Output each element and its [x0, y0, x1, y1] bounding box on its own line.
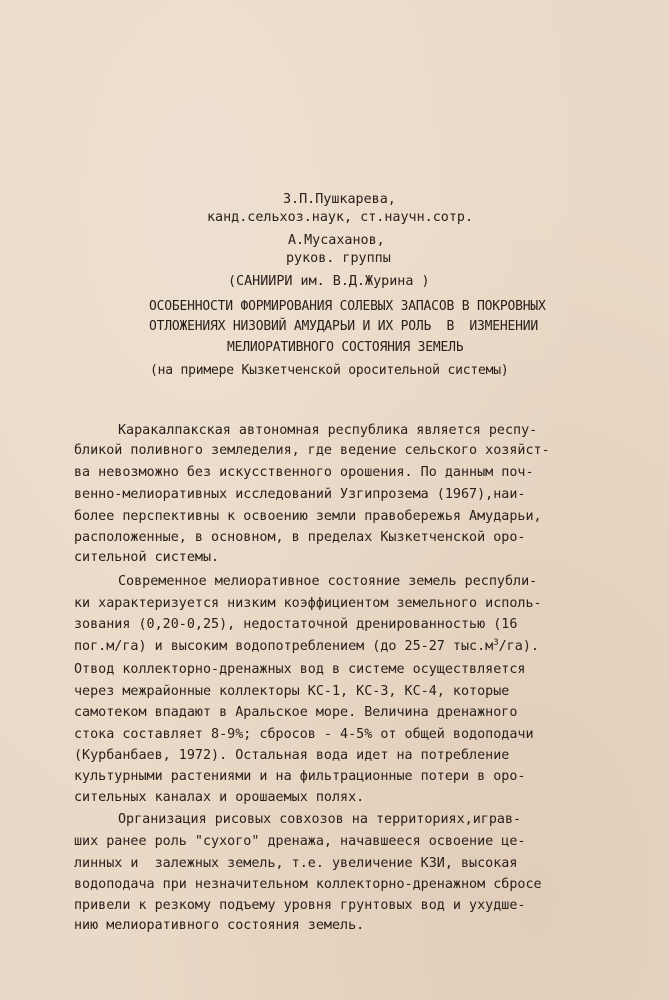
- para3-line-5: привели к резкому подъему уровня грунтовых вод и ухудше-: [74, 898, 526, 913]
- para2-line-1: Современное мелиоративное состояние земель республи-: [118, 574, 538, 589]
- para3-line-2: ших ранее роль "сухого" дренажа, начавшееся освоение це-: [74, 834, 526, 849]
- author-2-name: А.Мусаханов,: [288, 233, 385, 248]
- para3-line-3: линных и залежных земель, т.е. увеличение КЗИ, высокая: [74, 856, 518, 871]
- para2-line-4: [74, 639, 539, 655]
- para3-line-6: нию мелиоративного состояния земель.: [74, 918, 365, 933]
- para1-line-6: расположенные, в основном, в пределах Кызкетченской оро-: [74, 530, 526, 545]
- para1-line-7: сительной системы.: [74, 550, 220, 565]
- author-1-title: канд.сельхоз.наук, ст.научн.сотр.: [207, 210, 474, 225]
- title-line-1: ОСОБЕННОСТИ ФОРМИРОВАНИЯ СОЛЕВЫХ ЗАПАСОВ В ПОКРОВНЫХ: [149, 299, 546, 314]
- para2-line-3: зования (0,20-0,25), недостаточной дренированностью (16: [74, 617, 518, 632]
- para2-line-11: сительных каналах и орошаемых полях.: [74, 790, 365, 805]
- para1-line-3: ва невозможно без искусственного орошения. По данным поч-: [74, 465, 534, 480]
- title-line-3: МЕЛИОРАТИВНОГО СОСТОЯНИЯ ЗЕМЕЛЬ: [227, 340, 464, 355]
- superscript-3: 3: [493, 638, 499, 648]
- para1-line-2: бликой поливного земледелия, где ведение сельского хозяйст-: [74, 443, 550, 458]
- para2-line-9: (Курбанбаев, 1972). Остальная вода идет на потребление: [74, 748, 510, 763]
- author-1-name: З.П.Пушкарева,: [283, 192, 396, 207]
- para1-line-4: венно-мелиоративных исследований Узгипрозема (1967),наи-: [74, 487, 526, 502]
- para2-line-2: ки характеризуется низким коэффициентом земельного исполь-: [74, 596, 542, 611]
- institution: (САНИИРИ им. В.Д.Журина ): [228, 274, 430, 289]
- title-line-4: (на примере Кызкетченской оросительной системы): [150, 363, 509, 378]
- para2-line-10: культурными растениями и на фильтрационные потери в оро-: [74, 769, 526, 784]
- author-2-title: руков. группы: [286, 251, 391, 266]
- para3-line-4: водоподача при незначительном коллекторно-дренажном сбросе: [74, 877, 542, 892]
- para1-line-5: более перспективны к освоению земли правобережья Амударьи,: [74, 509, 542, 524]
- para3-line-1: Организация рисовых совхозов на территориях,играв-: [118, 812, 522, 827]
- title-line-2: ОТЛОЖЕНИЯХ НИЗОВИЙ АМУДАРЬИ И ИХ РОЛЬ В ИЗМЕНЕНИИ: [149, 319, 538, 334]
- para2-line-4-main: пог.м/га) и высоким водопотреблением (до 25-27 тыс.м: [74, 639, 494, 654]
- para2-line-8: стока составляет 8-9%; сбросов - 4-5% от общей водоподачи: [74, 727, 534, 742]
- para2-line-5: Отвод коллекторно-дренажных вод в системе осуществляется: [74, 662, 526, 677]
- para2-line-7: самотеком впадают в Аральское море. Величина дренажного: [74, 705, 518, 720]
- para2-line-6: через межрайонные коллекторы КС-1, КС-3, КС-4, которые: [74, 684, 510, 699]
- para1-line-1: Каракалпакская автономная республика является респу-: [118, 423, 538, 438]
- para2-line-4-end: /га).: [498, 639, 539, 654]
